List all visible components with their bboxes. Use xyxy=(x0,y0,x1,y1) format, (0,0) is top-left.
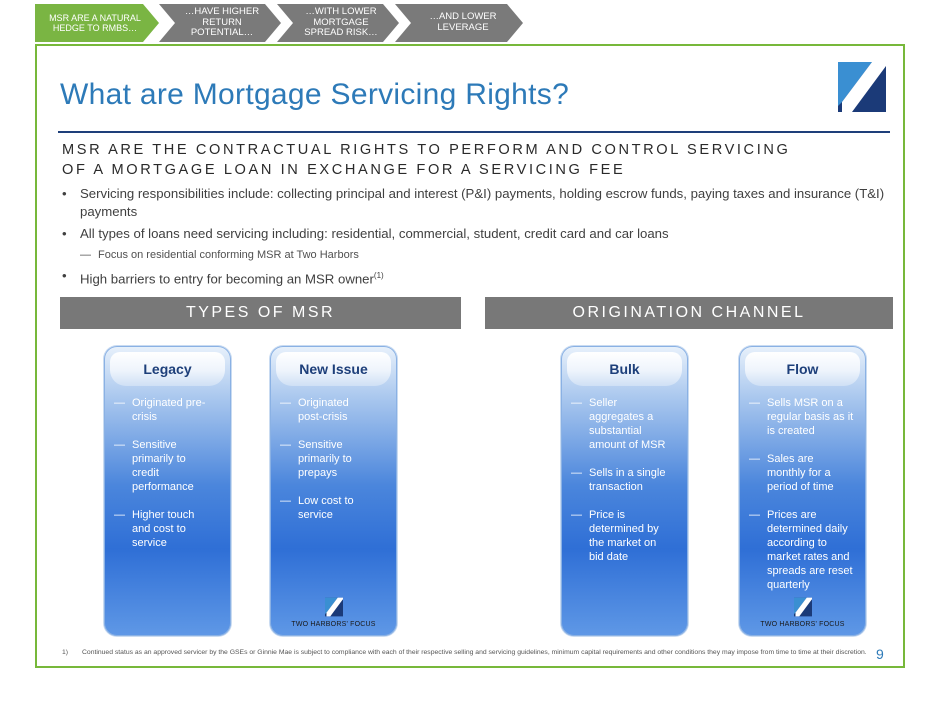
card-item: — Low cost to service xyxy=(280,494,389,522)
crumb-label: MSR ARE A NATURAL HEDGE TO RMBS… xyxy=(49,12,141,33)
crumb-higher-return[interactable] xyxy=(165,4,281,42)
card-header xyxy=(276,352,391,386)
card-item: — Higher touch and cost to service xyxy=(114,508,223,550)
card-header xyxy=(567,352,682,386)
sub-bullet-focus: — Focus on residential conforming MSR at Two Harbors xyxy=(62,247,892,263)
title-divider xyxy=(58,131,890,133)
card-flow xyxy=(739,346,866,636)
crumb-label: …AND LOWER LEVERAGE xyxy=(429,11,497,33)
two-harbors-logo-icon xyxy=(794,597,812,617)
card-item: — Sells in a single transaction xyxy=(571,466,680,494)
bullet-loan-types: • All types of loans need servicing including: residential, commercial, student, credit card and car loans xyxy=(62,225,892,243)
crumb-lower-spread-risk[interactable] xyxy=(285,4,399,42)
card-list xyxy=(114,396,223,564)
card-title: Legacy xyxy=(143,361,192,377)
card-item: — Sales are monthly for a period of time xyxy=(749,452,858,494)
band-origination-channel: ORIGINATION CHANNEL xyxy=(485,297,893,329)
card-item: — Originated post-crisis xyxy=(280,396,389,424)
card-list xyxy=(571,396,680,578)
crumb-label: …WITH LOWER MORTGAGE SPREAD RISK… xyxy=(304,5,378,39)
crumb-lower-leverage[interactable] xyxy=(407,4,521,42)
card-header xyxy=(110,352,225,386)
card-item: — Sensitive primarily to credit performance xyxy=(114,438,223,494)
footnote-text: Continued status as an approved servicer by the GSEs or Ginnie Mae is subject to compliance with each of their respective selling and servicing guidelines, minimum capital requirements and other conditions they may impose from time to time at their discretion. xyxy=(82,649,867,656)
card-new-issue xyxy=(270,346,397,636)
card-bulk xyxy=(561,346,688,636)
footnote-number: 1) xyxy=(62,649,69,656)
subtitle: MSR ARE THE CONTRACTUAL RIGHTS TO PERFORM AND CONTROL SERVICING OF A MORTGAGE LOAN IN EXCHANGE FOR A SERVICING FEE xyxy=(62,142,791,178)
card-title: New Issue xyxy=(299,361,368,377)
card-item: — Originated pre-crisis xyxy=(114,396,223,424)
two-harbors-logo-icon xyxy=(838,62,886,112)
card-list xyxy=(280,396,389,536)
two-harbors-logo-icon xyxy=(325,597,343,617)
card-list xyxy=(749,396,858,606)
card-item: — Price is determined by the market on bid date xyxy=(571,508,680,564)
focus-label: TWO HARBORS' FOCUS xyxy=(291,621,376,628)
bullet-barriers xyxy=(62,267,892,288)
footnote-ref: (1) xyxy=(373,271,384,280)
card-title: Bulk xyxy=(609,361,640,377)
card-item: — Sensitive primarily to prepays xyxy=(280,438,389,480)
card-header xyxy=(745,352,860,386)
card-item: — Seller aggregates a substantial amount of MSR xyxy=(571,396,680,452)
card-legacy xyxy=(104,346,231,636)
crumb-label: …HAVE HIGHER RETURN POTENTIAL… xyxy=(184,5,260,39)
crumb-natural-hedge[interactable] xyxy=(35,4,157,42)
focus-label: TWO HARBORS' FOCUS xyxy=(760,621,845,628)
footnote xyxy=(62,648,870,657)
bullet-list xyxy=(62,185,892,292)
bullet-barriers-text: High barriers to entry for becoming an MSR owner xyxy=(80,271,374,287)
page-number: 9 xyxy=(876,646,884,662)
card-item: — Sells MSR on a regular basis as it is created xyxy=(749,396,858,438)
page-title: What are Mortgage Servicing Rights? xyxy=(60,78,570,111)
bullet-servicing: • Servicing responsibilities include: collecting principal and interest (P&I) payments, holding escrow funds, paying taxes and insurance (T&I) payments xyxy=(62,185,892,221)
band-types-of-msr: TYPES OF MSR xyxy=(60,297,461,329)
card-item: — Prices are determined daily according to market rates and spreads are reset quarterly xyxy=(749,508,858,592)
card-title: Flow xyxy=(786,361,819,377)
